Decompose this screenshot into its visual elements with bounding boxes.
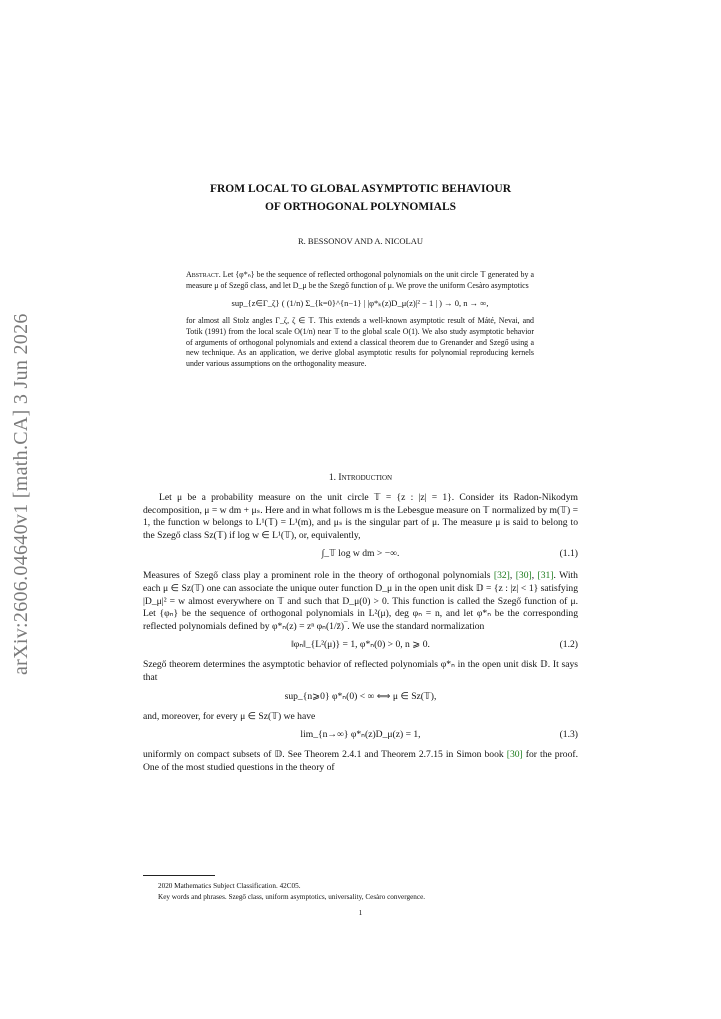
page-number: 1: [358, 908, 363, 917]
abstract-equation: sup_{z∈Γ_ζ} ( (1/n) Σ_{k=0}^{n−1} | |φ*ₖ(z)D_μ(z)|² − 1 | ) → 0, n → ∞,: [231, 298, 489, 309]
body-text: [143, 492, 578, 774]
equation-szego: [143, 691, 578, 705]
equation-1-3: [143, 729, 578, 743]
equation-1-3-body: lim_{n→∞} φ*ₙ(z)D_μ(z) = 1,: [300, 729, 421, 741]
paragraph-3: Szegő theorem determines the asymptotic behavior of reflected polynomials φ*ₙ in the open unit disk 𝔻. It says that: [143, 659, 578, 683]
authors: R. BESSONOV AND A. NICOLAU: [298, 236, 423, 246]
equation-szego-body: sup_{n⩾0} φ*ₙ(0) < ∞ ⟺ μ ∈ Sz(𝕋),: [284, 690, 437, 702]
title-line-1: FROM LOCAL TO GLOBAL ASYMPTOTIC BEHAVIOUR: [209, 183, 512, 195]
paragraph-2: Measures of Szegő class play a prominent role in the theory of orthogonal polynomials [32], [30], [31]. With each μ ∈ Sz(𝕋) one can associate the unique outer function D_μ in the open unit disk 𝔻 = {z : |z| < 1} satisfying |D_μ|² = w almost everywhere on 𝕋 and such that D_μ(0) > 0. This function is called the Szegő function of μ. Let {φₙ} be the sequence of orthogonal polynomials in L²(μ), deg φₙ = n, and let φ*ₙ be the corresponding reflected polynomials defined by φ*ₙ(z) = zⁿ φₙ(1/z̄)‾. We use the standard normalization: [143, 570, 578, 632]
footnote-keywords: Key words and phrases. Szegő class, uniform asymptotics, universality, Cesàro convergence.: [158, 892, 426, 901]
citation-32[interactable]: [32]: [493, 570, 510, 582]
equation-1-2-body: ‖φₙ‖_{L²(μ)} = 1, φ*ₙ(0) > 0, n ⩾ 0.: [291, 639, 430, 651]
arxiv-watermark: arXiv:2606.04640v1 [math.CA] 3 Jun 2026: [10, 313, 32, 675]
footnote-rule: [143, 875, 215, 876]
abstract-paragraph-1: Abstract. Let {φ*ₙ} be the sequence of reflected orthogonal polynomials on the unit circle 𝕋 generated by a measure μ of Szegő class, and let D_μ be the Szegő function of μ. We prove the uniform Cesàro asymptotics: [186, 270, 534, 290]
paragraph-5: uniformly on compact subsets of 𝔻. See Theorem 2.4.1 and Theorem 2.7.15 in Simon book [30] for the proof. One of the most studied questions in the theory of: [143, 749, 578, 773]
equation-1-1-body: ∫_𝕋 log w dm > −∞.: [321, 548, 400, 560]
equation-1-1: [143, 548, 578, 562]
abstract: [186, 270, 534, 370]
equation-number-1-1: (1.1): [559, 548, 578, 560]
title-line-2: OF ORTHOGONAL POLYNOMIALS: [264, 201, 457, 213]
equation-number-1-2: (1.2): [559, 639, 578, 651]
paper-title: [140, 180, 581, 216]
equation-number-1-3: (1.3): [559, 729, 578, 741]
paragraph-4: and, moreover, for every μ ∈ Sz(𝕋) we have: [143, 710, 316, 722]
footnote-msc: 2020 Mathematics Subject Classification. 42C05.: [158, 882, 301, 890]
abstract-paragraph-2: for almost all Stolz angles Γ_ζ, ζ ∈ 𝕋. This extends a well-known asymptotic result of Máté, Nevai, and Totik (1991) from the local scale O(1/n) near 𝕋 to the global scale O(1). We also study asymptotic behavior of arguments of orthogonal polynomials and extend a classical theorem due to Grenander and Szegő using a new technique. As an application, we derive global asymptotic results for polynomial reproducing kernels under various assumptions on the orthogonality measure.: [186, 316, 534, 368]
section-heading: 1. Introduction: [328, 473, 393, 483]
equation-1-2: [143, 639, 578, 653]
citation-30-b[interactable]: [30]: [506, 749, 523, 761]
citation-31[interactable]: [31]: [537, 570, 554, 582]
footnotes: [158, 881, 578, 902]
citation-30[interactable]: [30]: [515, 570, 532, 582]
abstract-label: Abstract.: [186, 270, 221, 279]
paragraph-1: Let μ be a probability measure on the unit circle 𝕋 = {z : |z| = 1}. Consider its Radon-Nikodym decomposition, μ = w dm + μₛ. Here and in what follows m is the Lebesgue measure on 𝕋 normalized by m(𝕋) = 1, the function w belongs to L¹(𝕋) = L¹(m), and μₛ is the singular part of μ. The measure μ is said to belong to the Szegő class Sz(𝕋) if log w ∈ L¹(𝕋), or, equivalently,: [143, 492, 578, 541]
